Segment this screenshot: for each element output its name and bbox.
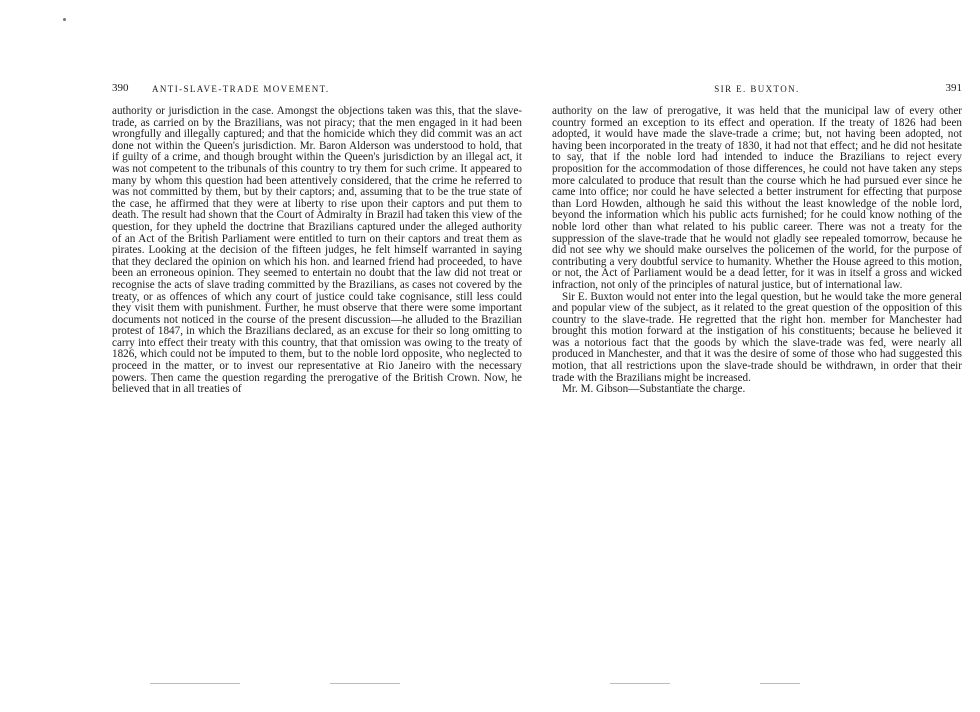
- running-head: SIR E. BUXTON.: [714, 84, 800, 94]
- body-paragraph: authority on the law of prerogative, it was held that the municipal law of every other country formed an exception to its effect and operation. If the treaty of 1826 had been adopted, it would have made the slave-trade a crime; but, not having been adopted, not having been incorporated in the treaty of 1830, it had not that effect; and he did not hesitate to say, that if the noble lord had intended to induce the Brazilians to reject every proposition for the accommodation of those differences, he could not have taken any steps more calculated to produce that result than the course which he had pursued ever since he came into office; nor could he have selected a better instrument for effecting that purpose than Lord Howden, although he said this without the least knowledge of the noble lord, beyond the information which his public acts furnished; for he could know nothing of the noble lord other than what related to his public career. There was not a treaty for the suppression of the slave-trade that he would not gladly see repealed tomorrow, because he did not see why we should make ourselves the policemen of the world, for the purpose of contributing a very doubtful service to humanity. Whether the House agreed to this motion, or not, the Act of Parliament would be a dead letter, for it was in itself a gross and wicked infraction, not only of the principles of natural justice, but of international law.: [552, 105, 962, 291]
- right-page: [552, 82, 962, 396]
- page-number: 391: [945, 82, 962, 94]
- scan-artifact: [610, 683, 670, 684]
- body-paragraph: Mr. M. Gibson—Substantiate the charge.: [562, 383, 746, 396]
- body-paragraph: Sir E. Buxton would not enter into the legal question, but he would take the more general and popular view of the subject, as it related to the great question of the opposition of this country to the slave-trade. He regretted that the right hon. member for Manchester had brought this motion forward at the instigation of his constituents; because he believed it was a notorious fact that the goods by which the slave-trade was fed, were nearly all produced in Manchester, and that it was the desire of some of those who had suggested this motion, that all restrictions upon the slave-trade should be withdrawn, in order that their trade with the Brazilians might be increased.: [552, 290, 962, 384]
- running-head: ANTI-SLAVE-TRADE MOVEMENT.: [152, 84, 330, 94]
- left-page: [112, 82, 522, 396]
- scan-speck: [63, 18, 66, 21]
- right-page-body: [552, 106, 962, 396]
- left-page-header: [112, 82, 522, 102]
- right-page-header: [552, 82, 962, 102]
- body-paragraph: authority or jurisdiction in the case. Amongst the objections taken was this, that the slave-trade, as carried on by the Brazilians, was not piracy; that the men engaged in it had been wrongfully and illegally captured; and that the homicide which they did commit was an act done not within the Queen's jurisdiction. Mr. Baron Alderson was understood to hold, that if guilty of a crime, and though brought within the Queen's jurisdiction by an illegal act, it was not competent to the tribunals of this country to try them for such crime. It appeared to many by whom this question had been attentively considered, that the crime he referred to was not committed by them, but by their captors; and, assuming that to be the true state of the case, he affirmed that they were at liberty to rise upon their captors and put them to death. The result had shown that the Court of Admiralty in Brazil had taken this view of the question, for they upheld the doctrine that Brazilians captured under the alleged authority of an Act of the British Parliament were entitled to turn on their captors and treat them as pirates. Looking at the decision of the fifteen judges, he felt himself warranted in saying that they declared the opinion on which his hon. and learned friend had proceeded, to have been an erroneous opinion. They seemed to entertain no doubt that the law did not treat or recognise the acts of slave trading committed by the Brazilians, as cases not covered by the treaty, or as offences of which any court of justice could take cognisance, still less could they visit them with punishment. Further, he must observe that there were some important documents not noticed in the course of the present discussion—he alluded to the Brazilian protest of 1847, in which the Brazilians declared, as an excuse for their so long omitting to carry into effect their treaty with this country, that that omission was owing to the treaty of 1826, which could not be imputed to them, but to the noble lord opposite, who neglected to proceed in the matter, or to invest our representative at Rio Janeiro with the necessary powers. Then came the question regarding the prerogative of the British Crown. Now, he believed that in all treaties of: [112, 105, 522, 396]
- page-number: 390: [112, 82, 129, 94]
- scan-artifact: [330, 683, 400, 684]
- left-page-body: [112, 106, 522, 396]
- scan-artifact: [150, 683, 240, 684]
- scan-artifact: [760, 683, 800, 684]
